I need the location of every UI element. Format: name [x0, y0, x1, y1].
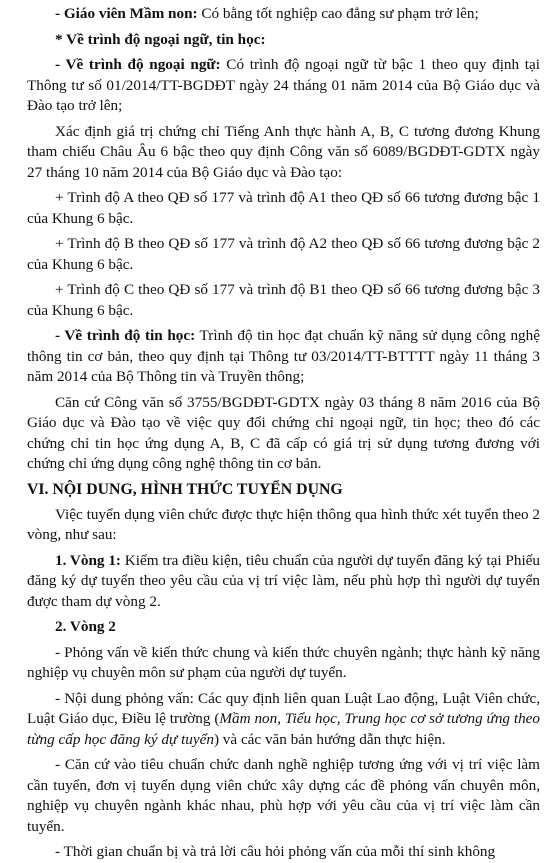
paragraph-phong-van-kien-thuc: - Phỏng vấn về kiến thức chung và kiến thức chuyên ngành; thực hành kỹ năng nghiệp vụ chuyên môn sư phạm của người dự tuyển.	[27, 643, 540, 681]
heading-ngoai-ngu-tin-hoc: * Về trình độ ngoại ngữ, tin học:	[55, 30, 266, 48]
text-trinh-do-ngoai-ngu: Có trình độ ngoại ngữ từ bậc 1 theo quy định tại Thông tư số 01/2014/TT-BGDĐT ngày 24 tháng 01 năm 2014 của Bộ Giáo dục và Đào tạo trở lên;	[27, 56, 540, 114]
paragraph-trinh-do-a: + Trình độ A theo QĐ số 177 và trình độ A1 theo QĐ số 66 tương đương bậc 1 của Khung 6 bậc.	[27, 189, 540, 227]
text-trinh-do-tin-hoc: Trình độ tin học đạt chuẩn kỹ năng sử dụng công nghệ thông tin cơ bản, theo quy định tại Thông tư 03/2014/TT-BTTTT ngày 11 tháng 3 năm 2014 của Bộ Thông tin và Truyền thông;	[27, 327, 540, 385]
paragraph-noi-dung-phong-van	[27, 689, 540, 751]
paragraph-trinh-do-ngoai-ngu	[27, 55, 540, 117]
section-heading-vi: VI. NỘI DUNG, HÌNH THỨC TUYỂN DỤNG	[27, 480, 343, 498]
label-giao-vien-mam-non: - Giáo viên Mầm non:	[55, 5, 198, 22]
label-trinh-do-tin-hoc: - Về trình độ tin học:	[55, 327, 196, 344]
paragraph-trinh-do-tin-hoc	[27, 326, 540, 388]
text-noi-dung-italic: Mầm non, Tiểu học, Trung học cơ sở tương ứng theo từng cấp học đăng ký dự tuyển	[27, 710, 540, 748]
text-giao-vien-mam-non: Có bằng tốt nghiệp cao đẳng sư phạm trở lên;	[197, 5, 479, 22]
label-vong-1: 1. Vòng 1:	[55, 551, 121, 569]
text-noi-dung-a: - Nội dung phỏng vấn: Các quy định liên quan Luật Lao động, Luật Viên chức, Luật Giáo dục, Điều lệ trường (	[27, 689, 540, 727]
paragraph-giao-vien-mam-non	[27, 4, 540, 25]
paragraph-can-cu-tieu-chuan: - Căn cứ vào tiêu chuẩn chức danh nghề nghiệp tương ứng với vị trí việc làm cần tuyển, đơn vị tuyển dụng viên chức xây dựng các đề phỏng vấn chuyên môn, nghiệp vụ chuyên ngành khác nhau, phù hợp với yêu cầu của vị trí việc làm cần tuyển.	[27, 756, 540, 835]
paragraph-trinh-do-c: + Trình độ C theo QĐ số 177 và trình độ B1 theo QĐ số 66 tương đương bậc 3 của Khung 6 bậc.	[27, 281, 540, 319]
text-noi-dung-b: ) và các văn bản hướng dẫn thực hiện.	[213, 730, 446, 748]
paragraph-vong-1	[27, 551, 540, 613]
text-vong-1: Kiểm tra điều kiện, tiêu chuẩn của người dự tuyển đăng ký tại Phiếu đăng ký dự tuyển theo yêu cầu của vị trí việc làm, nếu phù hợp thì người dự tuyển được tham dự vòng 2.	[27, 551, 541, 610]
heading-vong-2: 2. Vòng 2	[55, 618, 116, 635]
label-trinh-do-ngoai-ngu: - Về trình độ ngoại ngữ:	[55, 56, 221, 73]
paragraph-xac-dinh-chung-chi: Xác định giá trị chứng chỉ Tiếng Anh thực hành A, B, C tương đương Khung tham chiếu Châu Âu 6 bậc theo quy định Công văn số 6089/BGDĐT-GDTX ngày 27 tháng 10 năm 2014 của Bộ Giáo dục và Đào tạo:	[27, 122, 540, 181]
paragraph-can-cu-cong-van: Căn cứ Công văn số 3755/BGDĐT-GDTX ngày 03 tháng 8 năm 2016 của Bộ Giáo dục và Đào tạo về việc quy đổi chứng chỉ ngoại ngữ, tin học; theo đó các chứng chỉ tin học ứng dụng A, B, C đã cấp có giá trị sử dụng tương đương với chứng chỉ ứng dụng công nghệ thông tin cơ bản.	[27, 393, 540, 472]
paragraph-viec-tuyen-dung: Việc tuyển dụng viên chức được thực hiện thông qua hình thức xét tuyển theo 2 vòng, như sau:	[27, 505, 540, 543]
paragraph-thoi-gian-chuan-bi: - Thời gian chuẩn bị và trả lời câu hỏi phỏng vấn của mỗi thí sinh không	[55, 843, 496, 860]
paragraph-trinh-do-b: + Trình độ B theo QĐ số 177 và trình độ A2 theo QĐ số 66 tương đương bậc 2 của Khung 6 bậc.	[27, 235, 540, 273]
